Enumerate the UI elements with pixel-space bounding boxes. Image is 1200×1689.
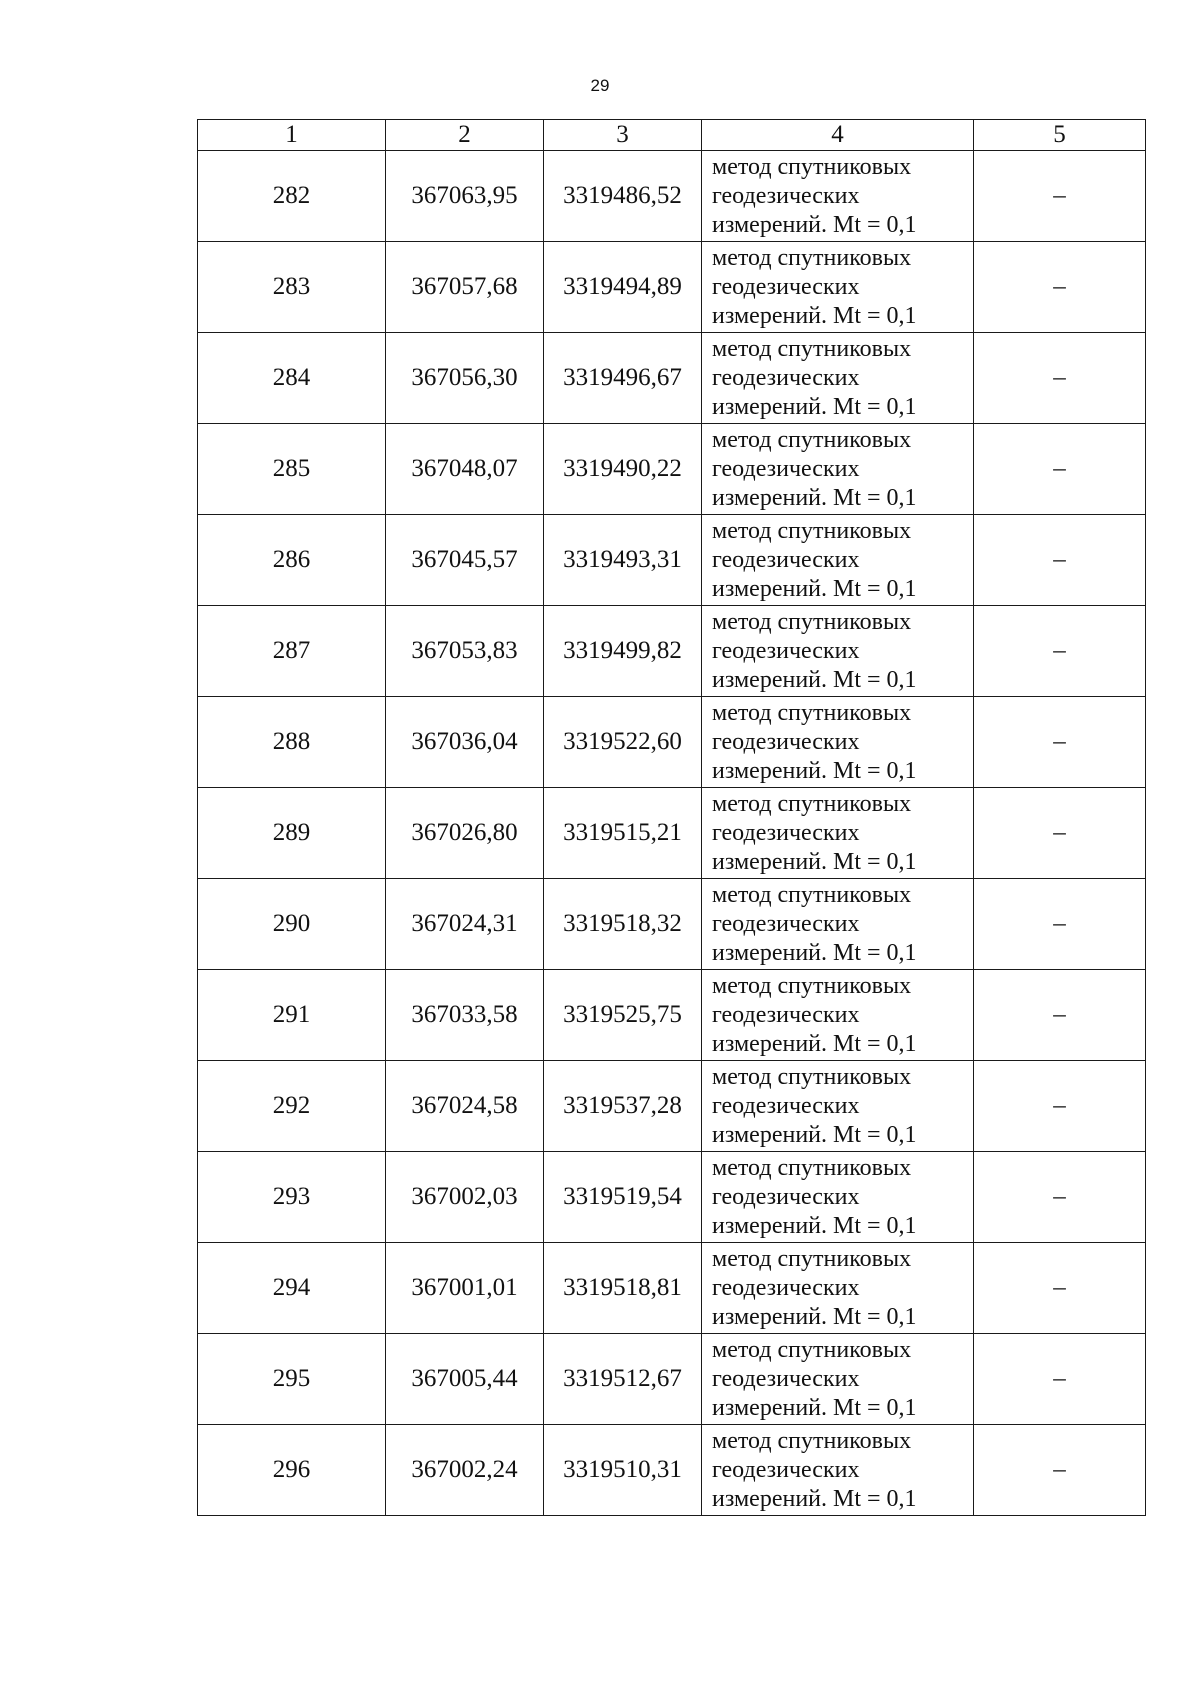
table-row [198,1152,1146,1243]
method-line: метод спутниковых [712,1427,912,1454]
method-line: измерений. Mt = 0,1 [712,393,917,420]
table-row [198,788,1146,879]
method-line: измерений. Mt = 0,1 [712,484,917,511]
note-cell: – [974,1152,1146,1243]
method-line: геодезических [712,1274,860,1301]
point-number-cell: 295 [198,1334,386,1425]
method-line: метод спутниковых [712,881,912,908]
note-cell: – [974,151,1146,242]
method-cell [702,424,974,515]
method-cell [702,242,974,333]
method-line: измерений. Mt = 0,1 [712,302,917,329]
method-line: измерений. Mt = 0,1 [712,757,917,784]
x-coordinate-cell: 367002,03 [386,1152,544,1243]
note-cell: – [974,1243,1146,1334]
note-cell: – [974,1334,1146,1425]
method-line: метод спутниковых [712,1245,912,1272]
y-coordinate-cell: 3319522,60 [544,697,702,788]
x-coordinate-cell: 367024,58 [386,1061,544,1152]
method-line: метод спутниковых [712,426,912,453]
note-cell: – [974,1061,1146,1152]
table-row [198,333,1146,424]
method-cell [702,333,974,424]
y-coordinate-cell: 3319518,32 [544,879,702,970]
y-coordinate-cell: 3319515,21 [544,788,702,879]
table-row [198,1425,1146,1516]
method-cell [702,515,974,606]
table-row [198,1061,1146,1152]
table-row [198,242,1146,333]
x-coordinate-cell: 367024,31 [386,879,544,970]
point-number-cell: 282 [198,151,386,242]
point-number-cell: 284 [198,333,386,424]
method-line: метод спутниковых [712,1154,912,1181]
point-number-cell: 292 [198,1061,386,1152]
point-number-cell: 288 [198,697,386,788]
method-line: метод спутниковых [712,790,912,817]
header-row [198,120,1146,151]
method-cell [702,1061,974,1152]
y-coordinate-cell: 3319494,89 [544,242,702,333]
method-line: измерений. Mt = 0,1 [712,575,917,602]
header-col-5: 5 [974,120,1146,151]
x-coordinate-cell: 367048,07 [386,424,544,515]
note-cell: – [974,333,1146,424]
note-cell: – [974,1425,1146,1516]
method-line: метод спутниковых [712,1063,912,1090]
method-line: геодезических [712,1001,860,1028]
method-line: геодезических [712,364,860,391]
header-col-4: 4 [702,120,974,151]
table-row [198,697,1146,788]
table-row [198,606,1146,697]
method-line: геодезических [712,546,860,573]
method-line: метод спутниковых [712,517,912,544]
x-coordinate-cell: 367056,30 [386,333,544,424]
method-cell [702,1425,974,1516]
header-col-3: 3 [544,120,702,151]
x-coordinate-cell: 367002,24 [386,1425,544,1516]
x-coordinate-cell: 367036,04 [386,697,544,788]
method-line: измерений. Mt = 0,1 [712,1030,917,1057]
table-body [198,151,1146,1516]
table-header [198,120,1146,151]
x-coordinate-cell: 367005,44 [386,1334,544,1425]
method-line: геодезических [712,1183,860,1210]
note-cell: – [974,879,1146,970]
method-line: измерений. Mt = 0,1 [712,211,917,238]
method-cell [702,1152,974,1243]
y-coordinate-cell: 3319486,52 [544,151,702,242]
y-coordinate-cell: 3319490,22 [544,424,702,515]
method-line: геодезических [712,819,860,846]
point-number-cell: 293 [198,1152,386,1243]
method-cell [702,788,974,879]
y-coordinate-cell: 3319493,31 [544,515,702,606]
method-line: метод спутниковых [712,608,912,635]
y-coordinate-cell: 3319518,81 [544,1243,702,1334]
method-line: геодезических [712,1092,860,1119]
method-line: измерений. Mt = 0,1 [712,1121,917,1148]
method-line: метод спутниковых [712,1336,912,1363]
point-number-cell: 286 [198,515,386,606]
y-coordinate-cell: 3319519,54 [544,1152,702,1243]
point-number-cell: 289 [198,788,386,879]
method-cell [702,151,974,242]
method-cell [702,879,974,970]
method-line: измерений. Mt = 0,1 [712,666,917,693]
method-line: геодезических [712,637,860,664]
point-number-cell: 283 [198,242,386,333]
x-coordinate-cell: 367057,68 [386,242,544,333]
method-line: метод спутниковых [712,153,912,180]
page-number: 29 [590,76,610,95]
x-coordinate-cell: 367026,80 [386,788,544,879]
note-cell: – [974,697,1146,788]
y-coordinate-cell: 3319496,67 [544,333,702,424]
method-cell [702,1243,974,1334]
note-cell: – [974,424,1146,515]
header-col-1: 1 [198,120,386,151]
point-number-cell: 291 [198,970,386,1061]
note-cell: – [974,515,1146,606]
table-row [198,1243,1146,1334]
x-coordinate-cell: 367053,83 [386,606,544,697]
point-number-cell: 285 [198,424,386,515]
note-cell: – [974,788,1146,879]
y-coordinate-cell: 3319510,31 [544,1425,702,1516]
table-row [198,424,1146,515]
method-line: метод спутниковых [712,699,912,726]
point-number-cell: 296 [198,1425,386,1516]
x-coordinate-cell: 367033,58 [386,970,544,1061]
header-col-2: 2 [386,120,544,151]
table-row [198,879,1146,970]
method-line: измерений. Mt = 0,1 [712,848,917,875]
method-line: метод спутниковых [712,335,912,362]
method-cell [702,970,974,1061]
method-line: геодезических [712,1365,860,1392]
method-cell [702,1334,974,1425]
y-coordinate-cell: 3319512,67 [544,1334,702,1425]
method-line: измерений. Mt = 0,1 [712,1303,917,1330]
method-line: метод спутниковых [712,244,912,271]
method-line: геодезических [712,273,860,300]
method-line: измерений. Mt = 0,1 [712,1212,917,1239]
table-row [198,151,1146,242]
method-cell [702,697,974,788]
method-line: измерений. Mt = 0,1 [712,939,917,966]
note-cell: – [974,970,1146,1061]
x-coordinate-cell: 367001,01 [386,1243,544,1334]
table-row [198,970,1146,1061]
method-line: геодезических [712,728,860,755]
x-coordinate-cell: 367045,57 [386,515,544,606]
note-cell: – [974,606,1146,697]
y-coordinate-cell: 3319499,82 [544,606,702,697]
method-line: геодезических [712,455,860,482]
method-line: геодезических [712,182,860,209]
table-row [198,515,1146,606]
method-cell [702,606,974,697]
method-line: измерений. Mt = 0,1 [712,1485,917,1512]
method-line: геодезических [712,910,860,937]
table-row [198,1334,1146,1425]
method-line: метод спутниковых [712,972,912,999]
note-cell: – [974,242,1146,333]
coordinates-table [197,119,1146,1516]
point-number-cell: 287 [198,606,386,697]
method-line: геодезических [712,1456,860,1483]
method-line: измерений. Mt = 0,1 [712,1394,917,1421]
x-coordinate-cell: 367063,95 [386,151,544,242]
y-coordinate-cell: 3319525,75 [544,970,702,1061]
point-number-cell: 294 [198,1243,386,1334]
point-number-cell: 290 [198,879,386,970]
y-coordinate-cell: 3319537,28 [544,1061,702,1152]
